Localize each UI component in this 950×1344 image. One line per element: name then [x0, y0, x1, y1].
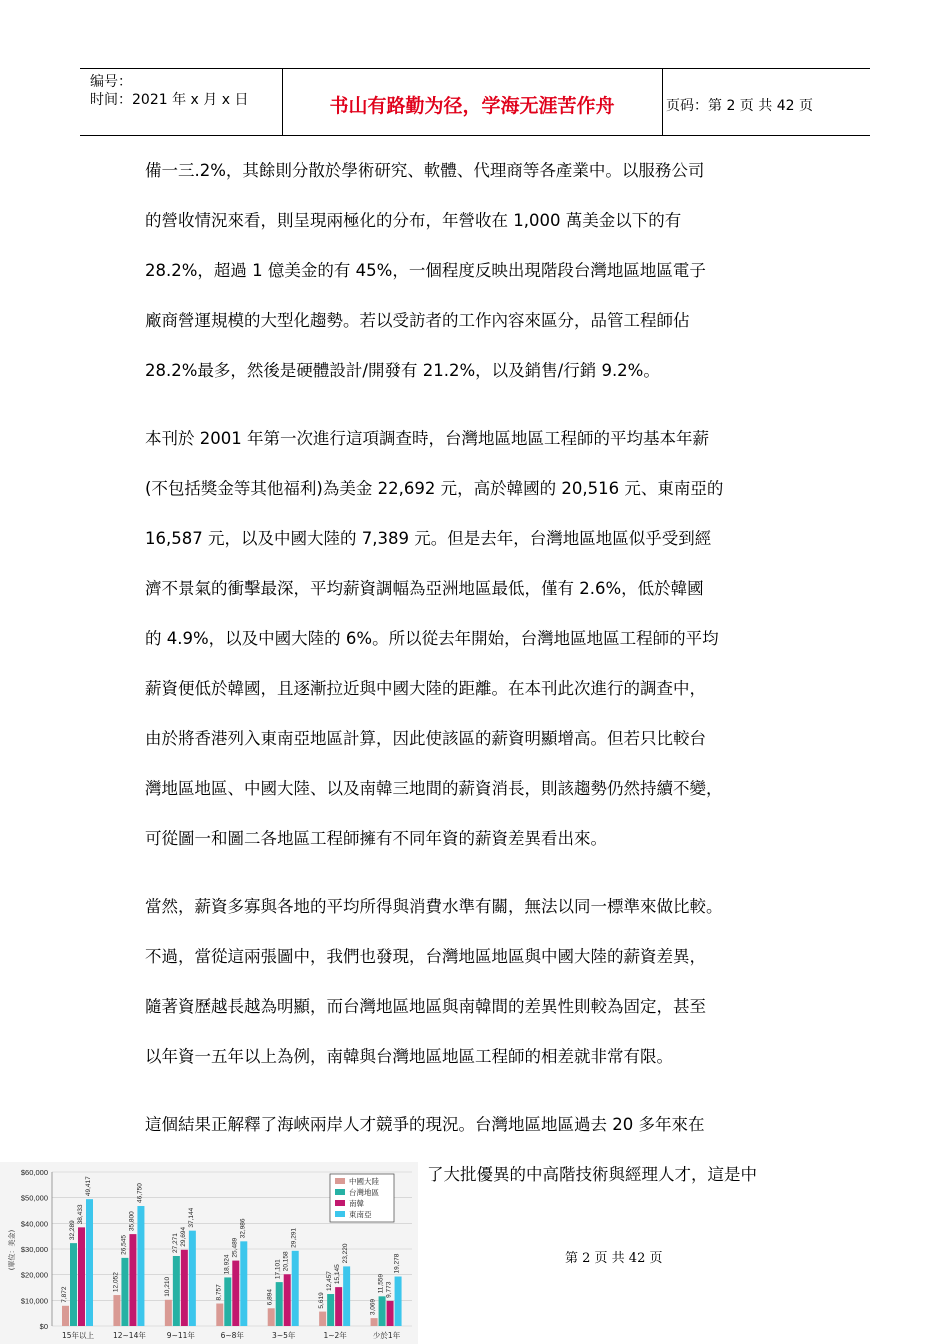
bar-value-label: 25,489	[231, 1237, 239, 1258]
legend-label: 台灣地區	[349, 1188, 379, 1197]
text-line: 由於將香港列入東南亞地區計算，因此使該區的薪資明顯增高。但若只比較台	[145, 729, 706, 748]
y-tick-label: $30,000	[20, 1245, 48, 1254]
chart-bar	[70, 1243, 77, 1326]
text-line: 本刊於 2001 年第一次進行這項調查時，台灣地區地區工程師的平均基本年薪	[145, 429, 709, 448]
text-line: 28.2%最多，然後是硬體設計/開發有 21.2%，以及銷售/行銷 9.2%。	[145, 361, 660, 380]
chart-bar	[78, 1227, 85, 1326]
legend-swatch	[335, 1178, 345, 1184]
text-line: 隨著資歷越長越為明顯，而台灣地區地區與南韓間的差異性則較為固定，甚至	[145, 997, 706, 1016]
bar-value-label: 37,144	[187, 1207, 195, 1228]
y-tick-label: $20,000	[20, 1270, 48, 1280]
y-tick-label: $50,000	[20, 1193, 48, 1203]
salary-bar-chart	[0, 1162, 418, 1344]
page-footer: 第 2 页 共 42 页	[565, 1251, 663, 1266]
paragraph	[145, 421, 815, 871]
y-axis-label: (單位：美金)	[8, 1229, 16, 1271]
bar-value-label: 10,210	[163, 1276, 171, 1297]
text-line: 16,587 元，以及中國大陸的 7,389 元。但是去年，台灣地區地區似乎受到經	[145, 529, 712, 548]
x-tick-label: 3~5年	[272, 1331, 296, 1340]
page-header	[80, 68, 870, 136]
chart-bar	[319, 1312, 326, 1326]
bar-value-label: 19,278	[393, 1253, 401, 1274]
legend-swatch	[335, 1211, 345, 1217]
bar-value-label: 9,773	[385, 1281, 393, 1298]
text-line: (不包括獎金等其他福利)為美金 22,692 元，高於韓國的 20,516 元、東南亞的	[145, 479, 724, 498]
bar-value-label: 12,052	[112, 1272, 120, 1293]
bar-value-label: 15,145	[334, 1264, 342, 1285]
chart-bar	[173, 1256, 180, 1326]
text-line: 灣地區地區、中國大陸、以及南韓三地間的薪資消長，則該趨勢仍然持續不變，	[145, 779, 723, 798]
text-line: 廠商營運規模的大型化趨勢。若以受訪者的工作內容來區分，品管工程師佔	[145, 311, 690, 330]
chart-bar	[121, 1258, 128, 1326]
bar-value-label: 29,694	[179, 1226, 187, 1247]
bar-value-label: 7,872	[61, 1286, 68, 1303]
chart-bar	[181, 1250, 188, 1326]
text-line: 這個結果正解釋了海峽兩岸人才競爭的現況。台灣地區地區過去 20 多年來在	[145, 1115, 705, 1134]
chart-bar	[129, 1234, 136, 1326]
chart-bar	[268, 1308, 275, 1326]
chart-bar	[276, 1282, 283, 1326]
chart-bar	[284, 1274, 291, 1326]
x-tick-label: 12~14年	[112, 1331, 146, 1340]
chart-bar	[395, 1277, 402, 1326]
bar-value-label: 38,433	[77, 1204, 84, 1225]
chart-bar	[379, 1296, 386, 1326]
chart-canvas	[0, 1162, 418, 1344]
text-line: 以年資一五年以上為例，南韓與台灣地區地區工程師的相差就非常有限。	[145, 1047, 673, 1066]
chart-bar	[216, 1304, 223, 1326]
chart-bar	[343, 1266, 350, 1326]
chart-bar	[137, 1206, 144, 1326]
x-tick-label: 9~11年	[166, 1331, 195, 1340]
bar-value-label: 12,457	[326, 1271, 334, 1292]
legend-label: 中國大陸	[349, 1177, 379, 1186]
y-tick-label: $10,000	[20, 1296, 48, 1306]
text-line: 的 4.9%，以及中國大陸的 6%。所以從去年開始，台灣地區地區工程師的平均	[145, 629, 719, 648]
bar-value-label: 5,619	[318, 1292, 326, 1309]
header-meta	[90, 73, 248, 109]
text-line: 可從圖一和圖二各地區工程師擁有不同年資的薪資差異看出來。	[145, 829, 607, 848]
legend-swatch	[335, 1189, 345, 1195]
y-tick-label: $40,000	[20, 1219, 48, 1229]
x-tick-label: 15年以上	[61, 1331, 95, 1340]
bar-value-label: 18,924	[223, 1254, 231, 1275]
paragraph	[145, 889, 815, 1089]
legend-label: 南韓	[349, 1199, 364, 1208]
text-line: 不過，當從這兩張圖中，我們也發現，台灣地區地區與中國大陸的薪資差異，	[145, 947, 706, 966]
legend-label: 東南亞	[349, 1210, 372, 1219]
bar-value-label: 11,559	[377, 1273, 385, 1294]
text-line: 當然，薪資多寡與各地的平均所得與消費水準有關，無法以同一標準來做比較。	[145, 897, 723, 916]
bar-value-label: 27,271	[171, 1233, 179, 1254]
bar-value-label: 32,289	[69, 1220, 76, 1241]
y-tick-label: $0	[39, 1322, 48, 1331]
doc-number-label: 编号：	[90, 74, 132, 90]
legend-swatch	[335, 1200, 345, 1206]
x-tick-label: 1~2年	[323, 1331, 347, 1340]
header-motto: 书山有路勤为径，学海无涯苦作舟	[329, 95, 615, 117]
text-line: 了大批優異的中高階技術與經理人才，這是中	[427, 1165, 757, 1184]
chart-bar	[113, 1295, 120, 1326]
bar-value-label: 8,757	[215, 1284, 223, 1301]
y-tick-label: $60,000	[20, 1168, 48, 1177]
chart-bar	[224, 1277, 231, 1326]
header-divider	[662, 69, 663, 135]
doc-date-label: 时间：2021 年 x 月 x 日	[90, 92, 249, 108]
bar-value-label: 29,291	[290, 1227, 298, 1248]
text-line: 薪資便低於韓國，且逐漸拉近與中國大陸的距離。在本刊此次進行的調查中，	[145, 679, 706, 698]
bar-value-label: 20,158	[282, 1251, 290, 1272]
text-line: 備一三.2%，其餘則分散於學術研究、軟體、代理商等各產業中。以服務公司	[145, 161, 705, 180]
chart-bar	[165, 1300, 172, 1326]
chart-bar	[86, 1199, 93, 1326]
chart-bar	[327, 1294, 334, 1326]
paragraph	[145, 153, 815, 403]
chart-bar	[292, 1251, 299, 1326]
bar-value-label: 6,894	[266, 1289, 274, 1306]
x-tick-label: 少於1年	[372, 1331, 401, 1340]
x-tick-label: 6~8年	[220, 1331, 244, 1340]
chart-bar	[189, 1231, 196, 1326]
chart-bar	[335, 1287, 342, 1326]
bar-value-label: 3,069	[369, 1298, 377, 1316]
text-line: 28.2%，超過 1 億美金的有 45%，一個程度反映出現階段台灣地區地區電子	[145, 261, 706, 280]
bar-value-label: 35,800	[128, 1211, 136, 1232]
header-page-label: 页码：第 2 页 共 42 页	[666, 98, 813, 114]
text-line: 的營收情況來看，則呈現兩極化的分布，年營收在 1,000 萬美金以下的有	[145, 211, 682, 230]
chart-bar	[371, 1318, 378, 1326]
text-line: 濟不景氣的衝擊最深，平均薪資調幅為亞洲地區最低，僅有 2.6%，低於韓國	[145, 579, 704, 598]
bar-value-label: 17,101	[274, 1259, 282, 1280]
chart-bar	[62, 1306, 69, 1326]
bar-value-label: 49,417	[85, 1176, 92, 1197]
bar-value-label: 32,986	[239, 1218, 247, 1239]
bar-value-label: 23,220	[342, 1243, 350, 1264]
chart-bar	[240, 1241, 247, 1326]
chart-bar	[232, 1261, 239, 1326]
chart-bar	[387, 1301, 394, 1326]
body-text	[145, 153, 815, 1228]
bar-value-label: 26,545	[120, 1234, 128, 1255]
bar-value-label: 46,750	[136, 1183, 144, 1204]
